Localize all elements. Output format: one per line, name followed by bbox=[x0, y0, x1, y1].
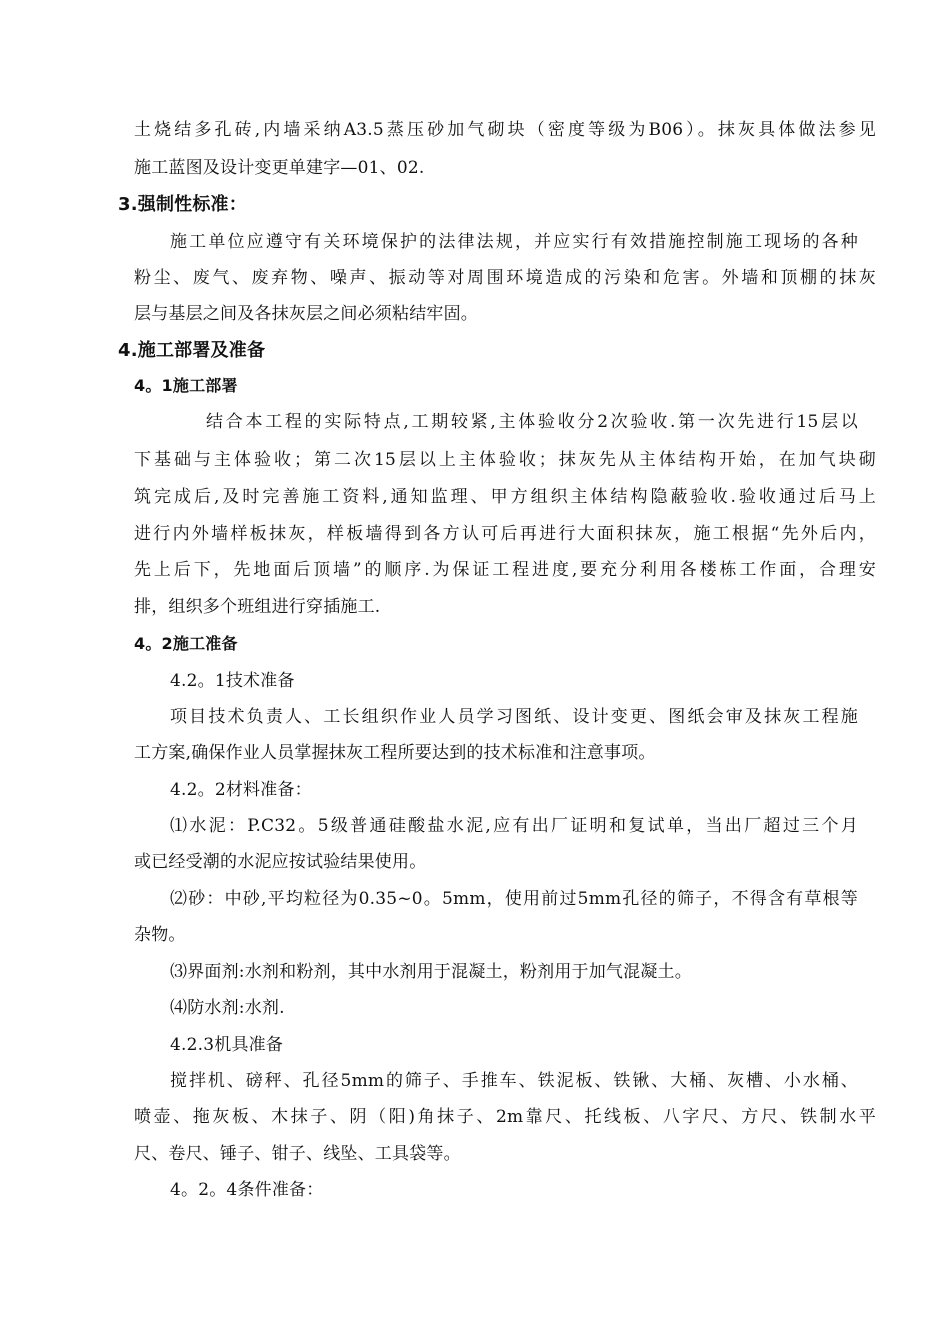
paragraph-line: 筑完成后,及时完善施工资料,通知监理、甲方组织主体结构隐蔽验收.验收通过后马上 bbox=[134, 487, 876, 507]
list-item-line: ⑴水泥：P.C32。5级普通硅酸盐水泥,应有出厂证明和复试单，当出厂超过三个月 bbox=[170, 816, 858, 836]
section-heading: 4.施工部署及准备 bbox=[118, 340, 266, 361]
paragraph-line: 项目技术负责人、工长组织作业人员学习图纸、设计变更、图纸会审及抹灰工程施 bbox=[170, 707, 858, 727]
paragraph-line: 下基础与主体验收；第二次15层以上主体验收；抹灰先从主体结构开始，在加气块砌 bbox=[134, 450, 876, 470]
subsection-heading: 4。2施工准备 bbox=[134, 634, 238, 653]
list-item-line: ⑶界面剂:水剂和粉剂，其中水剂用于混凝土，粉剂用于加气混凝土。 bbox=[170, 962, 692, 982]
paragraph-line: 尺、卷尺、锤子、钳子、线坠、工具袋等。 bbox=[134, 1144, 461, 1164]
list-item-line: 或已经受潮的水泥应按试验结果使用。 bbox=[134, 852, 427, 872]
subsection-heading: 4.2。1技术准备 bbox=[170, 671, 295, 691]
paragraph-line: 进行内外墙样板抹灰，样板墙得到各方认可后再进行大面积抹灰，施工根据“先外后内， bbox=[134, 524, 876, 544]
subsection-heading: 4。1施工部署 bbox=[134, 376, 238, 395]
paragraph-line: 喷壶、拖灰板、木抹子、阴（阳)角抹子、2m靠尺、托线板、八字尺、方尺、铁制水平 bbox=[134, 1107, 876, 1127]
subsection-heading: 4.2.3机具准备 bbox=[170, 1035, 284, 1055]
paragraph-line: 结合本工程的实际特点,工期较紧,主体验收分2次验收.第一次先进行15层以 bbox=[206, 412, 858, 432]
paragraph-line: 施工单位应遵守有关环境保护的法律法规，并应实行有效措施控制施工现场的各种 bbox=[170, 232, 858, 252]
paragraph-line: 层与基层之间及各抹灰层之间必须粘结牢固。 bbox=[134, 304, 478, 324]
paragraph-line: 粉尘、废气、废弃物、噪声、振动等对周围环境造成的污染和危害。外墙和顶棚的抹灰 bbox=[134, 268, 876, 288]
list-item-line: 杂物。 bbox=[134, 925, 186, 945]
paragraph-line: 搅拌机、磅秤、孔径5mm的筛子、手推车、铁泥板、铁锹、大桶、灰槽、小水桶、 bbox=[170, 1071, 858, 1091]
list-item-line: ⑷防水剂:水剂. bbox=[170, 998, 285, 1018]
paragraph-line: 先上后下，先地面后顶墙”的顺序.为保证工程进度,要充分利用各楼栋工作面，合理安 bbox=[134, 560, 876, 580]
paragraph-line: 排，组织多个班组进行穿插施工. bbox=[134, 597, 381, 617]
paragraph-line: 施工蓝图及设计变更单建字—01、02. bbox=[134, 158, 425, 178]
section-heading: 3.强制性标准： bbox=[118, 194, 247, 215]
paragraph-line: 土烧结多孔砖,内墙采纳A3.5蒸压砂加气砌块（密度等级为B06）。抹灰具体做法参见 bbox=[134, 120, 876, 140]
subsection-heading: 4.2。2材料准备： bbox=[170, 780, 312, 800]
list-item-line: ⑵砂：中砂,平均粒径为0.35~0。5mm，使用前过5mm孔径的筛子，不得含有草根等 bbox=[170, 889, 858, 909]
subsection-heading: 4。2。4条件准备： bbox=[170, 1180, 324, 1200]
paragraph-line: 工方案,确保作业人员掌握抹灰工程所要达到的技术标准和注意事项。 bbox=[134, 743, 656, 763]
